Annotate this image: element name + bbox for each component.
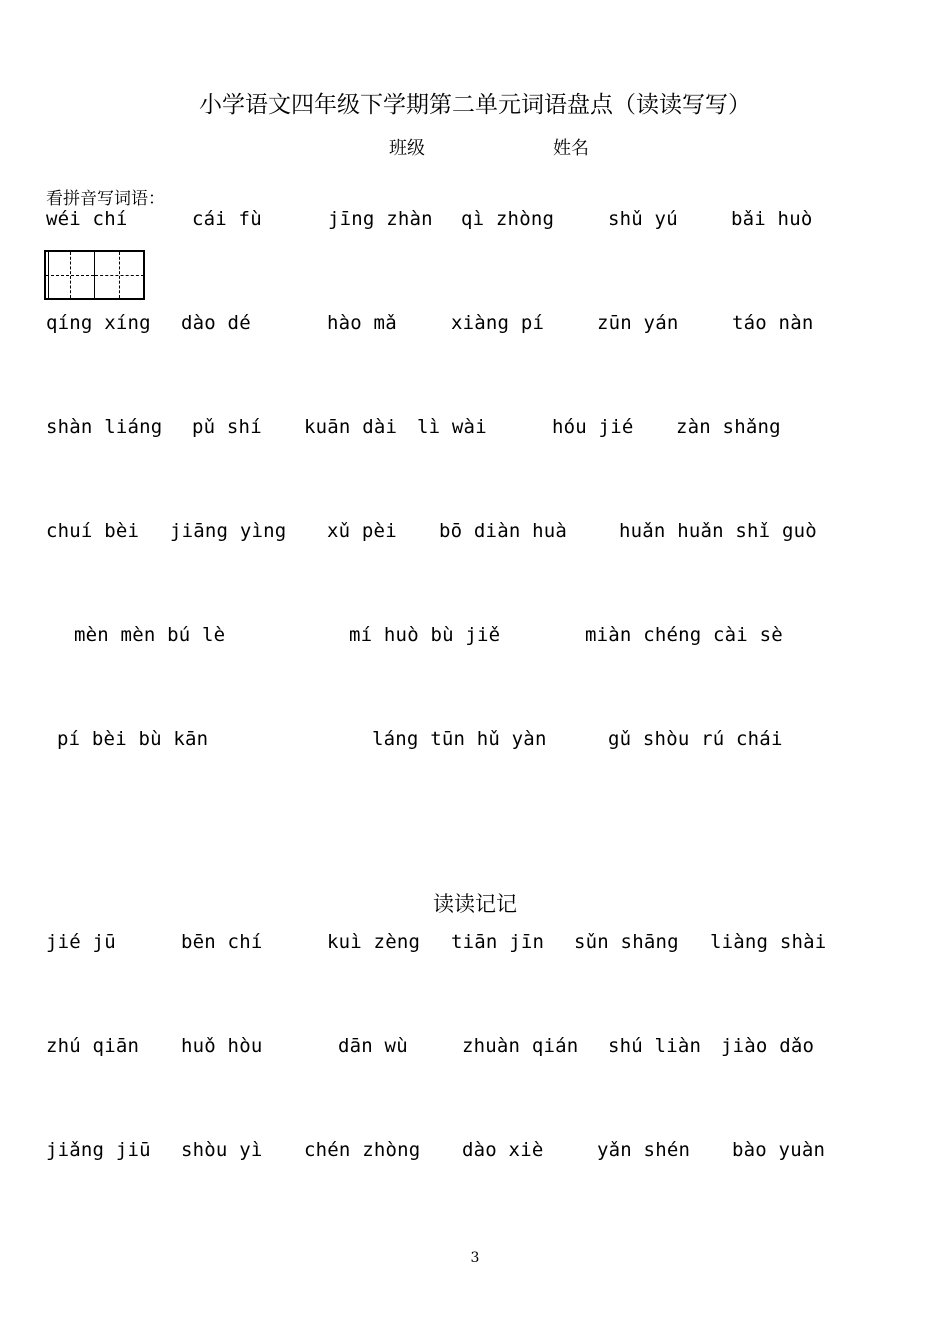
pinyin-word: jiào dǎo (721, 1035, 815, 1057)
section-title: 读读记记 (433, 892, 517, 916)
grid-cell[interactable] (95, 252, 144, 298)
pinyin-word: dào dé (181, 312, 251, 334)
pinyin-word: jiāng yìng (170, 520, 287, 542)
pinyin-word: bào yuàn (732, 1139, 826, 1161)
pinyin-word: zàn shǎng (676, 416, 781, 438)
pinyin-word: tiān jīn (451, 931, 545, 953)
pinyin-word: jié jū (46, 931, 116, 953)
pinyin-word: bō diàn huà (439, 520, 568, 542)
pinyin-word: shǔ yú (608, 208, 678, 230)
page-title: 小学语文四年级下学期第二单元词语盘点（读读写写） (199, 92, 751, 118)
class-label: 班级 (389, 138, 425, 159)
instruction: 看拼音写词语： (46, 189, 165, 209)
grid-guide (46, 275, 94, 276)
grid-cell[interactable] (46, 252, 95, 298)
pinyin-word: sǔn shāng (574, 931, 679, 953)
pinyin-word: zhuàn qián (462, 1035, 579, 1057)
pinyin-word: yǎn shén (597, 1139, 691, 1161)
pinyin-word: jīng zhàn (328, 208, 433, 230)
pinyin-idiom: láng tūn hǔ yàn (372, 728, 547, 750)
pinyin-word: pǔ shí (192, 416, 262, 438)
pinyin-word: chuí bèi (46, 520, 140, 542)
pinyin-word: liàng shài (710, 931, 827, 953)
pinyin-word: chén zhòng (304, 1139, 421, 1161)
pinyin-idiom: gǔ shòu rú chái (608, 728, 783, 750)
page-number: 3 (470, 1250, 480, 1266)
pinyin-word: xǔ pèi (327, 520, 397, 542)
pinyin-word: qì zhòng (461, 208, 555, 230)
pinyin-word: xiàng pí (451, 312, 545, 334)
pinyin-word: dào xiè (462, 1139, 544, 1161)
pinyin-word: bǎi huò (731, 208, 813, 230)
pinyin-word: shòu yì (181, 1139, 263, 1161)
pinyin-word: shú liàn (608, 1035, 702, 1057)
pinyin-word: kuān dài (304, 416, 398, 438)
pinyin-word: jiǎng jiū (46, 1139, 151, 1161)
pinyin-word: zūn yán (597, 312, 679, 334)
pinyin-idiom: mèn mèn bú lè (74, 624, 226, 646)
pinyin-idiom: miàn chéng cài sè (585, 624, 783, 646)
pinyin-idiom: pí bèi bù kān (57, 728, 209, 750)
grid-guide (95, 275, 144, 276)
pinyin-idiom: mí huò bù jiě (349, 624, 501, 646)
pinyin-word: kuì zèng (327, 931, 421, 953)
pinyin-word: dān wù (338, 1035, 408, 1057)
pinyin-word: huǒ hòu (181, 1035, 263, 1057)
name-label: 姓名 (553, 138, 589, 159)
pinyin-word: wéi chí (46, 208, 128, 230)
writing-grid[interactable] (44, 250, 145, 300)
pinyin-word: táo nàn (732, 312, 814, 334)
pinyin-word: cái fù (192, 208, 262, 230)
pinyin-word: hóu jié (552, 416, 634, 438)
pinyin-word: bēn chí (181, 931, 263, 953)
pinyin-word: huǎn huǎn shǐ guò (619, 520, 817, 542)
pinyin-word: zhú qiān (46, 1035, 140, 1057)
pinyin-word: hào mǎ (327, 312, 397, 334)
pinyin-word: lì wài (417, 416, 487, 438)
pinyin-word: qíng xíng (46, 312, 151, 334)
pinyin-word: shàn liáng (46, 416, 163, 438)
